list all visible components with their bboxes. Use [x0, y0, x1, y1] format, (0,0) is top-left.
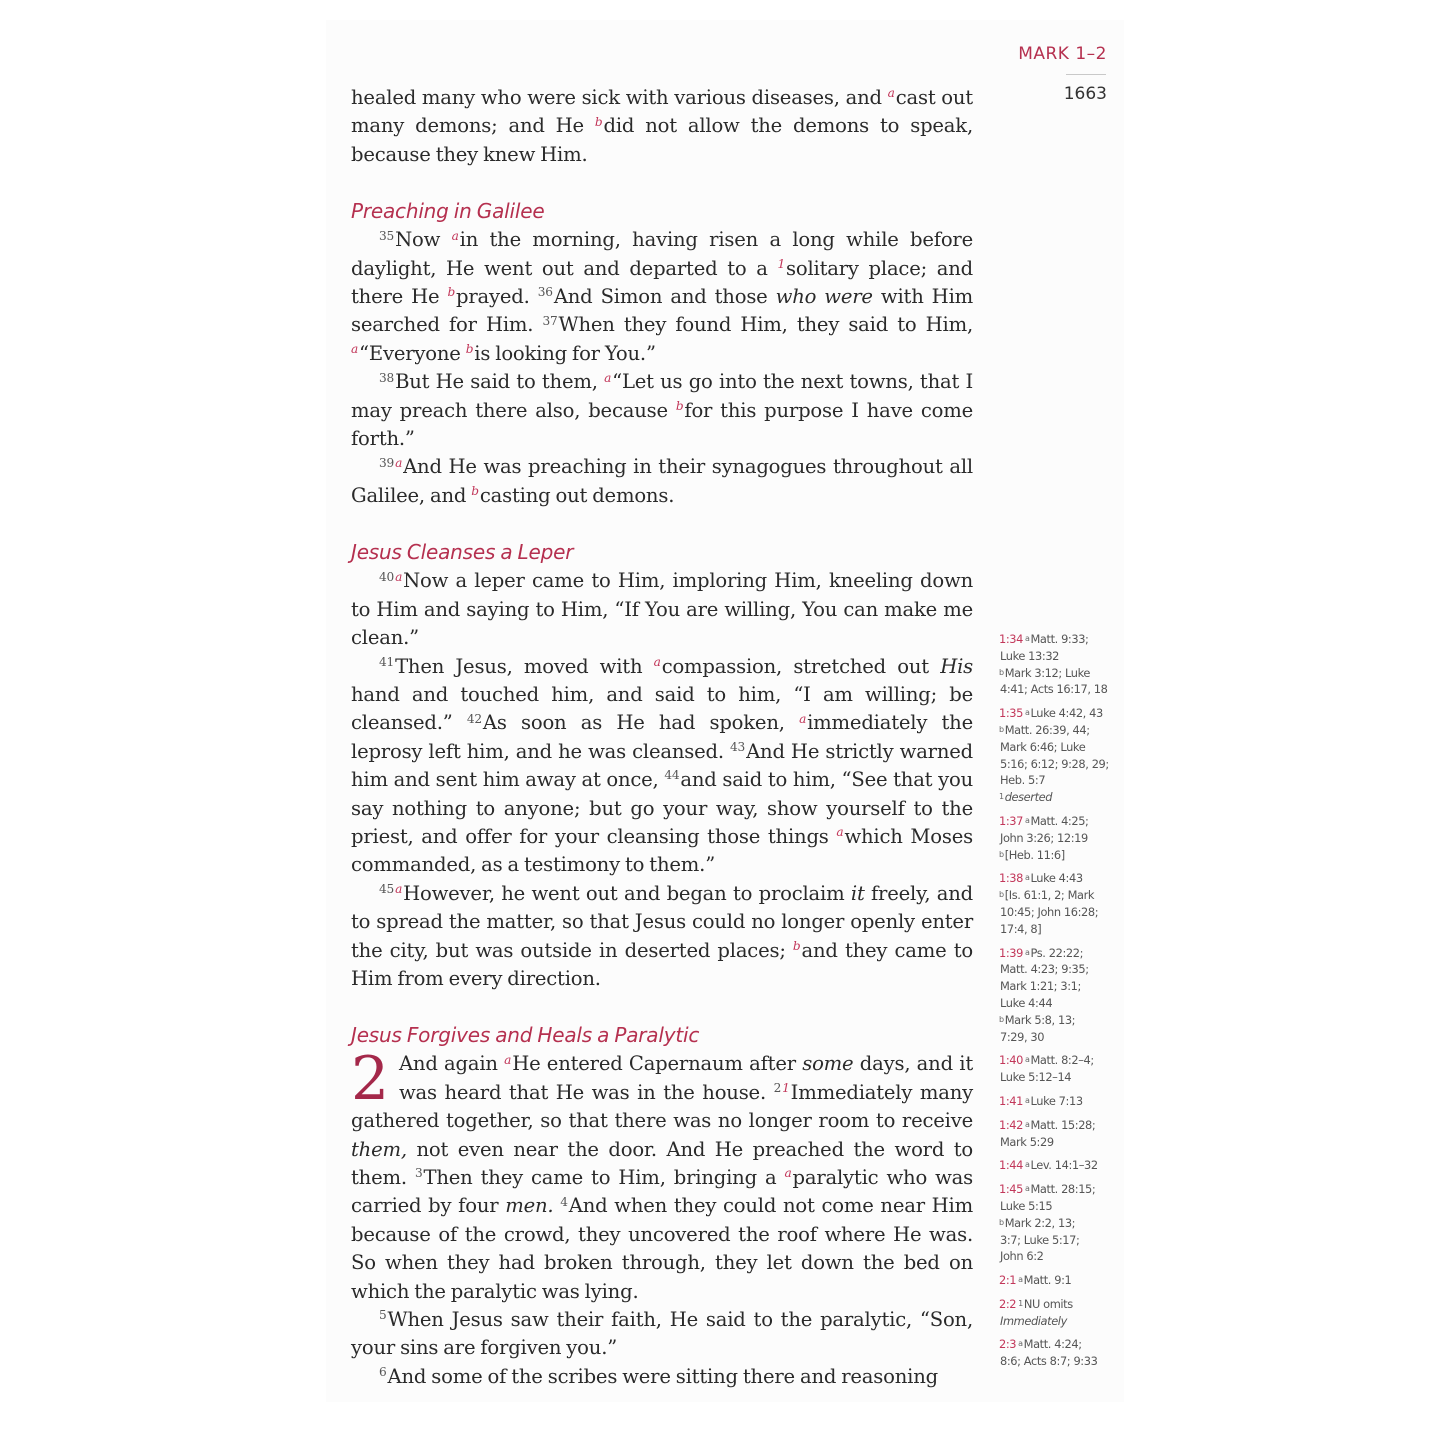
cross-reference-entry — [999, 1052, 1117, 1086]
crossref-marker: b — [465, 342, 474, 357]
verse-number: 4 — [560, 1194, 568, 1209]
cross-reference-text: Luke 4:44 — [1000, 995, 1053, 1010]
cross-reference-line — [999, 1069, 1117, 1086]
paragraph-39: $^{39a}$And He was preaching in their synagogues throughout all Galilee, and $^b$casting out demons. — [351, 455, 973, 507]
cross-reference-line — [999, 1248, 1117, 1265]
cross-reference-line — [999, 665, 1117, 682]
cross-reference-line — [999, 847, 1117, 864]
cross-reference-line — [999, 1198, 1117, 1215]
section-heading-preaching: Preaching in Galilee — [351, 199, 545, 224]
cross-reference-line — [999, 870, 1117, 887]
cross-reference-text: Mark 5:29 — [1000, 1134, 1054, 1149]
cross-reference-text: Mark 6:46; Luke — [1000, 739, 1086, 754]
cross-reference-label: 1:40 — [999, 1053, 1023, 1068]
cross-reference-line — [999, 722, 1117, 739]
cross-reference-line — [999, 756, 1117, 773]
header-rule — [1066, 74, 1106, 75]
cross-reference-label: 1:44 — [999, 1158, 1023, 1173]
verse-number: 41 — [379, 654, 395, 669]
cross-reference-line — [999, 904, 1117, 921]
verse-number: 43 — [730, 740, 746, 755]
verse-number: 35 — [379, 228, 395, 243]
cross-reference-letter: b — [999, 667, 1004, 677]
verse-number: 6 — [379, 1365, 387, 1380]
cross-reference-entry — [999, 1157, 1117, 1174]
cross-reference-text: John 6:2 — [1000, 1249, 1044, 1264]
cross-reference-line — [999, 1052, 1117, 1069]
verse-number: 3 — [414, 1166, 423, 1181]
cross-reference-line — [999, 1313, 1117, 1330]
cross-reference-entry — [999, 705, 1117, 806]
cross-reference-text: Luke 4:43 — [1030, 871, 1083, 886]
cross-reference-text: Matt. 4:23; 9:35; — [1000, 962, 1089, 977]
cross-reference-line — [999, 1296, 1117, 1313]
cross-reference-line — [999, 1232, 1117, 1249]
cross-reference-line — [999, 1012, 1117, 1029]
cross-reference-label: 2:1 — [999, 1273, 1017, 1288]
verse-number: 40 — [379, 569, 395, 584]
cross-reference-letter: 1 — [999, 792, 1004, 802]
cross-reference-text: 10:45; John 16:28; — [1000, 904, 1099, 919]
cross-reference-letter: a — [1018, 1275, 1023, 1285]
cross-reference-entry — [999, 1296, 1117, 1330]
cross-reference-line — [999, 1336, 1117, 1353]
cross-reference-line — [999, 945, 1117, 962]
paragraph-chapter-2-opening: 2 And again $^a$He entered Capernaum after some days, and it was heard that He was in the house. $^{21}$Immediately many gathered together, so that there was no longer room to receive them, not even near the door. And He preached the word to them. $^3$Then they came to Him, bringing a $^a$paralytic who was carried by four men. $^4$And when they could not come near Him because of the crowd, they uncovered the roof where He was. So when they had broken through, they let down the bed on which the paralytic was lying. — [351, 1044, 974, 1303]
cross-reference-letter: a — [1018, 1339, 1023, 1349]
cross-reference-line — [999, 978, 1117, 995]
cross-reference-text: Luke 7:13 — [1030, 1093, 1083, 1108]
cross-reference-letter: 1 — [1018, 1298, 1023, 1308]
cross-reference-label: 1:35 — [999, 706, 1023, 721]
crossref-marker: b — [675, 398, 684, 413]
cross-reference-text: Mark 2:2, 13; — [1004, 1215, 1076, 1230]
verse-number: 45 — [379, 882, 395, 897]
cross-reference-text: Luke 13:32 — [1000, 648, 1060, 663]
cross-reference-line — [999, 648, 1117, 665]
running-head: MARK 1–2 — [1018, 44, 1107, 64]
crossref-marker: a — [653, 654, 661, 669]
cross-reference-entry — [999, 1117, 1117, 1151]
cross-reference-text: Matt. 26:39, 44; — [1004, 722, 1090, 737]
cross-reference-line — [999, 631, 1117, 648]
verse-34-continuation: healed many who were sick with various diseases, and $^a$cast out many demons; and He $^b$did not allow the demons to speak, because they knew Him. — [351, 86, 973, 166]
crossref-marker: a — [395, 455, 403, 470]
crossref-marker: a — [604, 370, 612, 385]
crossref-marker: a — [351, 342, 359, 357]
cross-reference-text: Heb. 5:7 — [1000, 773, 1046, 788]
cross-reference-line — [999, 1029, 1117, 1046]
paragraph-2-6: $^6$And some of the scribes were sitting there and reasoning — [379, 1364, 938, 1388]
footnote-marker: 1 — [782, 1081, 790, 1096]
cross-reference-entry — [999, 945, 1117, 1046]
cross-reference-line — [999, 705, 1117, 722]
verse-number: 38 — [379, 370, 395, 385]
cross-reference-label: 1:38 — [999, 871, 1023, 886]
cross-reference-entry — [999, 1336, 1117, 1370]
section-heading-leper: Jesus Cleanses a Leper — [351, 540, 574, 565]
cross-reference-text: Matt. 8:2–4; — [1030, 1053, 1094, 1068]
verse-number: 36 — [537, 285, 553, 300]
crossref-marker: a — [451, 228, 459, 243]
cross-reference-entry — [999, 1093, 1117, 1110]
cross-reference-label: 2:3 — [999, 1337, 1017, 1352]
verse-number: 39 — [379, 455, 395, 470]
cross-reference-label: 1:34 — [999, 632, 1023, 646]
footnote-marker: 1 — [777, 256, 786, 271]
cross-reference-line — [999, 1181, 1117, 1198]
crossref-marker: b — [594, 114, 603, 129]
cross-reference-letter: a — [1024, 1160, 1030, 1170]
paragraph-45: $^{45a}$However, he went out and began to proclaim it freely, and to spread the matter, so that Jesus could no longer openly enter the city, but was outside in deserted places; $^b$and they came to Him from every direction. — [351, 881, 974, 990]
cross-reference-letter: a — [1024, 1119, 1030, 1129]
cross-reference-text: Mark 3:12; Luke — [1004, 665, 1090, 680]
text-column — [351, 84, 973, 1391]
cross-reference-line — [999, 921, 1117, 938]
cross-reference-text: Matt. 28:15; — [1030, 1182, 1096, 1197]
verse-number: 2 — [773, 1081, 782, 1096]
verse-number: 42 — [466, 711, 482, 726]
cross-reference-line — [999, 1353, 1117, 1370]
cross-reference-text: Lev. 14:1–32 — [1030, 1158, 1098, 1173]
cross-reference-letter: b — [999, 1217, 1004, 1227]
cross-reference-line — [999, 813, 1117, 830]
cross-reference-label: 2:2 — [999, 1296, 1017, 1311]
cross-reference-line — [999, 1157, 1117, 1174]
cross-reference-column — [999, 631, 1117, 1377]
cross-reference-text: 7:29, 30 — [1000, 1029, 1045, 1044]
cross-reference-text: Ps. 22:22; — [1030, 945, 1084, 960]
crossref-marker: a — [887, 86, 895, 101]
cross-reference-line — [999, 772, 1117, 789]
cross-reference-letter: b — [999, 890, 1004, 900]
cross-reference-text: Luke 4:42, 43 — [1030, 706, 1103, 721]
cross-reference-letter: a — [1024, 1055, 1030, 1065]
cross-reference-letter: b — [999, 1014, 1004, 1024]
cross-reference-entry — [999, 631, 1117, 698]
cross-reference-label: 1:42 — [999, 1117, 1023, 1132]
paragraph-38: $^{38}$But He said to them, $^a$“Let us go into the next towns, that I may preach there also, because $^b$for this purpose I have come forth.” — [351, 370, 973, 451]
crossref-marker: a — [784, 1166, 792, 1181]
cross-reference-line — [999, 739, 1117, 756]
cross-reference-text: Luke 5:12–14 — [1000, 1070, 1072, 1085]
crossref-marker: b — [792, 938, 801, 953]
cross-reference-text: John 3:26; 12:19 — [1000, 830, 1088, 845]
cross-reference-label: 1:41 — [999, 1093, 1023, 1108]
verse-number: 44 — [664, 768, 680, 783]
cross-reference-line — [999, 681, 1117, 698]
cross-reference-letter: a — [1024, 634, 1030, 643]
cross-reference-text: 5:16; 6:12; 9:28, 29; — [1000, 756, 1109, 771]
cross-reference-text: NU omits — [1023, 1296, 1073, 1311]
cross-reference-text: Luke 5:15 — [1000, 1198, 1053, 1213]
cross-reference-text: 4:41; Acts 16:17, 18 — [1000, 682, 1108, 697]
cross-reference-letter: a — [1024, 1184, 1030, 1194]
cross-reference-label: 1:45 — [999, 1182, 1023, 1197]
cross-reference-label: 1:39 — [999, 945, 1023, 960]
cross-reference-entry — [999, 870, 1117, 937]
cross-reference-text: Matt. 15:28; — [1030, 1117, 1096, 1132]
crossref-marker: b — [471, 484, 479, 499]
paragraph-41-44: $^{41}$Then Jesus, moved with $^a$compassion, stretched out His hand and touched him, and said to him, “I am willing; be cleansed.” $^{42}$As soon as He had spoken, $^a$immediately the leprosy left him, and he was cleansed. $^{43}$And He strictly warned him and sent him away at once, $^{44}$and said to him, “See that you say nothing to anyone; but go your way, show yourself to the priest, and offer for your cleansing those things $^a$which Moses commanded, as a testimony to them.” — [351, 654, 974, 877]
cross-reference-line — [999, 1093, 1117, 1110]
cross-reference-entry — [999, 813, 1117, 863]
cross-reference-text: Matt. 9:1 — [1023, 1273, 1072, 1288]
cross-reference-text: Matt. 9:33; — [1030, 632, 1089, 646]
cross-reference-letter: a — [1024, 708, 1030, 718]
cross-reference-text: [Heb. 11:6] — [1004, 847, 1065, 862]
cross-reference-text: Immediately — [1000, 1313, 1067, 1328]
crossref-marker: b — [447, 285, 456, 300]
cross-reference-text: deserted — [1004, 790, 1053, 805]
cross-reference-line — [999, 1272, 1117, 1289]
cross-reference-letter: a — [1024, 1095, 1030, 1105]
cross-reference-letter: b — [999, 724, 1004, 734]
cross-reference-text: Mark 5:8, 13; — [1004, 1012, 1076, 1027]
cross-reference-line — [999, 1215, 1117, 1232]
cross-reference-line — [999, 830, 1117, 847]
cross-reference-text: 3:7; Luke 5:17; — [1000, 1232, 1080, 1247]
crossref-marker: a — [799, 711, 807, 726]
section-heading-paralytic: Jesus Forgives and Heals a Paralytic — [351, 1023, 700, 1048]
cross-reference-label: 1:37 — [999, 813, 1023, 828]
cross-reference-letter: b — [999, 849, 1004, 859]
cross-reference-line — [999, 789, 1117, 806]
cross-reference-letter: a — [1024, 947, 1030, 957]
cross-reference-line — [999, 961, 1117, 978]
cross-reference-line — [999, 995, 1117, 1012]
crossref-marker: a — [395, 569, 403, 584]
verse-number: 5 — [379, 1308, 387, 1323]
cross-reference-line — [999, 1117, 1117, 1134]
cross-reference-letter: a — [1024, 873, 1030, 883]
cross-reference-letter: a — [1024, 815, 1030, 825]
paragraph-2-5: $^5$When Jesus saw their faith, He said to the paralytic, “Son, your sins are forgiven you.” — [351, 1308, 973, 1360]
cross-reference-line — [999, 1134, 1117, 1151]
cross-reference-entry — [999, 1272, 1117, 1289]
cross-reference-line — [999, 887, 1117, 904]
cross-reference-text: Matt. 4:25; — [1030, 813, 1089, 828]
chapter-number-dropcap: 2 — [351, 1044, 389, 1115]
cross-reference-text: [Is. 61:1, 2; Mark — [1004, 888, 1095, 903]
crossref-marker: a — [836, 825, 844, 840]
paragraph-35-37: $^{35}$Now $^a$in the morning, having risen a long while before daylight, He went out and departed to a $^1$solitary place; and there He $^b$prayed. $^{36}$And Simon and those who were with Him searched for Him. $^{37}$When they found Him, they said to Him, $^a$“Everyone $^b$is looking for You.” — [351, 228, 974, 365]
cross-reference-text: Mark 1:21; 3:1; — [1000, 979, 1081, 994]
verse-number: 37 — [542, 313, 558, 328]
cross-reference-text: 17:4, 8] — [1000, 921, 1042, 936]
paragraph-40: $^{40a}$Now a leper came to Him, imploring Him, kneeling down to Him and saying to Him, “If You are willing, You can make me clean.” — [351, 569, 973, 650]
crossref-marker: a — [395, 882, 403, 897]
cross-reference-text: Matt. 4:24; — [1023, 1337, 1082, 1352]
cross-reference-text: 8:6; Acts 8:7; 9:33 — [1000, 1354, 1098, 1369]
crossref-marker: a — [504, 1052, 512, 1067]
page-number: 1663 — [1063, 84, 1107, 104]
cross-reference-entry — [999, 1181, 1117, 1265]
